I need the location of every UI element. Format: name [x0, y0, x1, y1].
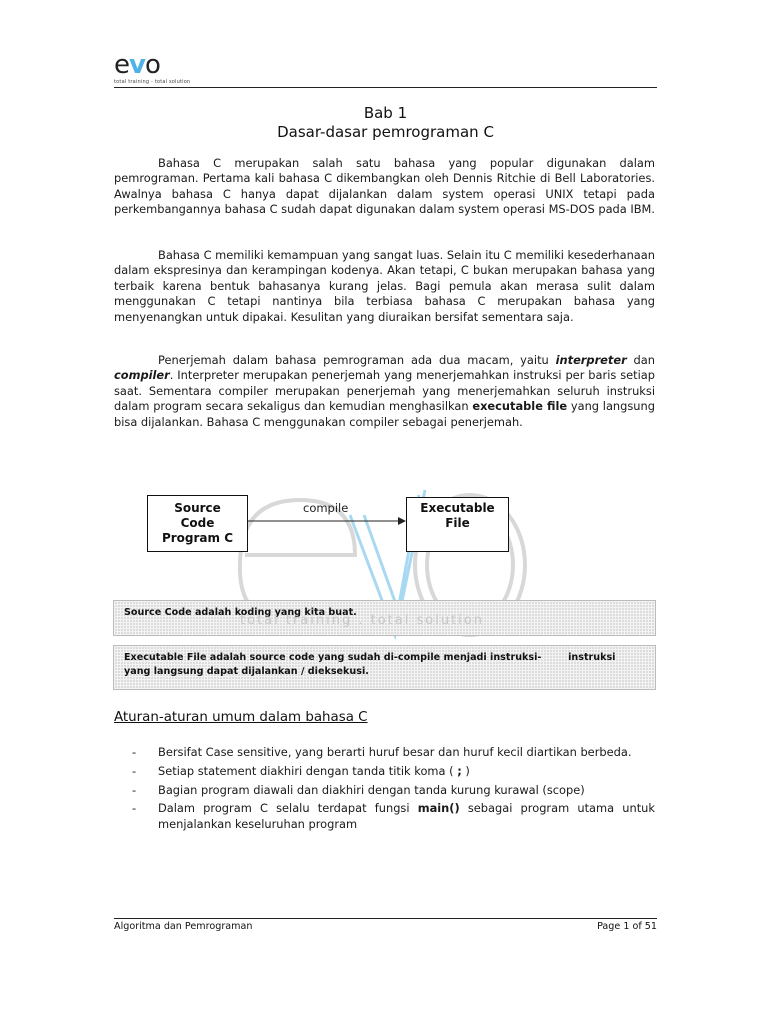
exec-box-line1: Executable: [420, 501, 495, 515]
note-source-code: Source Code adalah koding yang kita buat.: [113, 600, 656, 636]
compile-label: compile: [303, 501, 349, 515]
source-box-line1: Source: [174, 501, 221, 515]
bullet-dash: -: [132, 782, 137, 797]
footer-divider: [114, 918, 657, 919]
term-interpreter: interpreter: [555, 353, 627, 367]
page-number: Page 1 of 51: [597, 921, 657, 932]
paragraph-intro: Bahasa C merupakan salah satu bahasa yang popular digunakan dalam pemrograman. Pertama kali bahasa C dikembangkan oleh Dennis Ritchie di Bell Laboratories. Awalnya bahasa C hanya dapat dijalankan dalam system operasi UNIX tetapi pada perkembangannya bahasa C sudah dapat digunakan dalam system operasi MS-DOS pada IBM.: [114, 156, 656, 217]
executable-file-box: [406, 497, 509, 552]
note-executable-file: Executable File adalah source code yang sudah di-compile menjadi instruksi- instruksi yang langsung dapat dijalankan / dieksekusi.: [113, 645, 656, 690]
list-item: [114, 783, 655, 798]
bullet-dash: -: [132, 801, 137, 816]
list-item: [114, 764, 655, 779]
term-compiler: compiler: [114, 368, 170, 383]
logo-tagline: total training - total solution: [114, 79, 191, 85]
chapter-number: Bab 1: [363, 104, 408, 122]
list-item: [114, 801, 655, 832]
chapter-heading: Dasar-dasar pemrograman C: [277, 123, 494, 141]
logo-letter-e: e: [114, 50, 129, 80]
logo-letter-v: v: [129, 50, 145, 80]
paragraph-capabilities: Bahasa C memiliki kemampuan yang sangat luas. Selain itu C memiliki kesederhanaan dalam ekspresinya dan kerampingan kodenya. Akan tetapi, C bukan merupakan bahasa yang terbaik karena bentuk bahasanya kurang jelas. Bagi pemula akan merasa sulit dalam menggunakan C tetapi nantinya bila terbiasa bahasa C merupakan bahasa yang menyenangkan untuk dipakai. Kesulitan yang diuraikan bersifat sementara saja.: [114, 248, 655, 324]
p3-text-d: yang langsung bisa dijalankan. Bahasa C menggunakan compiler sebagai penerjemah.: [114, 399, 655, 429]
section-heading: Aturan-aturan umum dalam bahasa C: [114, 710, 368, 725]
source-box-line3: Program C: [161, 531, 234, 545]
rule-text: Bagian program diawali dan diakhiri dengan tanda kurung kurawal (scope): [158, 782, 585, 797]
footer-course-title: Algoritma dan Pemrograman: [114, 921, 253, 932]
list-item: [114, 745, 655, 760]
header-divider: [114, 87, 657, 88]
exec-box-line2: File: [445, 516, 470, 530]
term-executable-file: executable file: [472, 399, 568, 414]
rule-text-end: ): [461, 763, 470, 778]
compile-arrow: [248, 515, 406, 527]
evo-logo: [114, 52, 204, 86]
main-function: main(): [417, 801, 460, 816]
paragraph-translators: [114, 353, 655, 430]
chapter-title: [114, 104, 657, 142]
bullet-dash: -: [132, 745, 137, 759]
rule-text-end: sebagai program utama untuk menjalankan keseluruhan program: [158, 801, 655, 831]
watermark-tagline: total training . total solution: [240, 613, 484, 628]
bullet-dash: -: [132, 763, 137, 778]
semicolon-symbol: ;: [457, 763, 462, 778]
rule-text: Bersifat Case sensitive, yang berarti huruf besar dan huruf kecil diartikan berbeda.: [158, 745, 632, 759]
rule-text: Dalam program C selalu terdapat fungsi: [158, 801, 418, 816]
rule-text: Setiap statement diakhiri dengan tanda titik koma (: [158, 763, 458, 778]
p3-text-a: Penerjemah dalam bahasa pemrograman ada dua macam, yaitu: [158, 353, 556, 367]
p3-text-c: . Interpreter merupakan penerjemah yang menerjemahkan instruksi per baris setiap saat. Sementara compiler merupakan penerjemah yang menerjemahkan seluruh instruksi dalam program secara sekaligus dan kemudian menghasilkan: [114, 368, 655, 414]
source-code-box: [147, 495, 248, 552]
source-box-line2: Code: [180, 516, 215, 530]
p3-text-b: dan: [626, 353, 655, 367]
rules-list: [114, 745, 655, 836]
logo-letter-o: o: [144, 50, 160, 80]
